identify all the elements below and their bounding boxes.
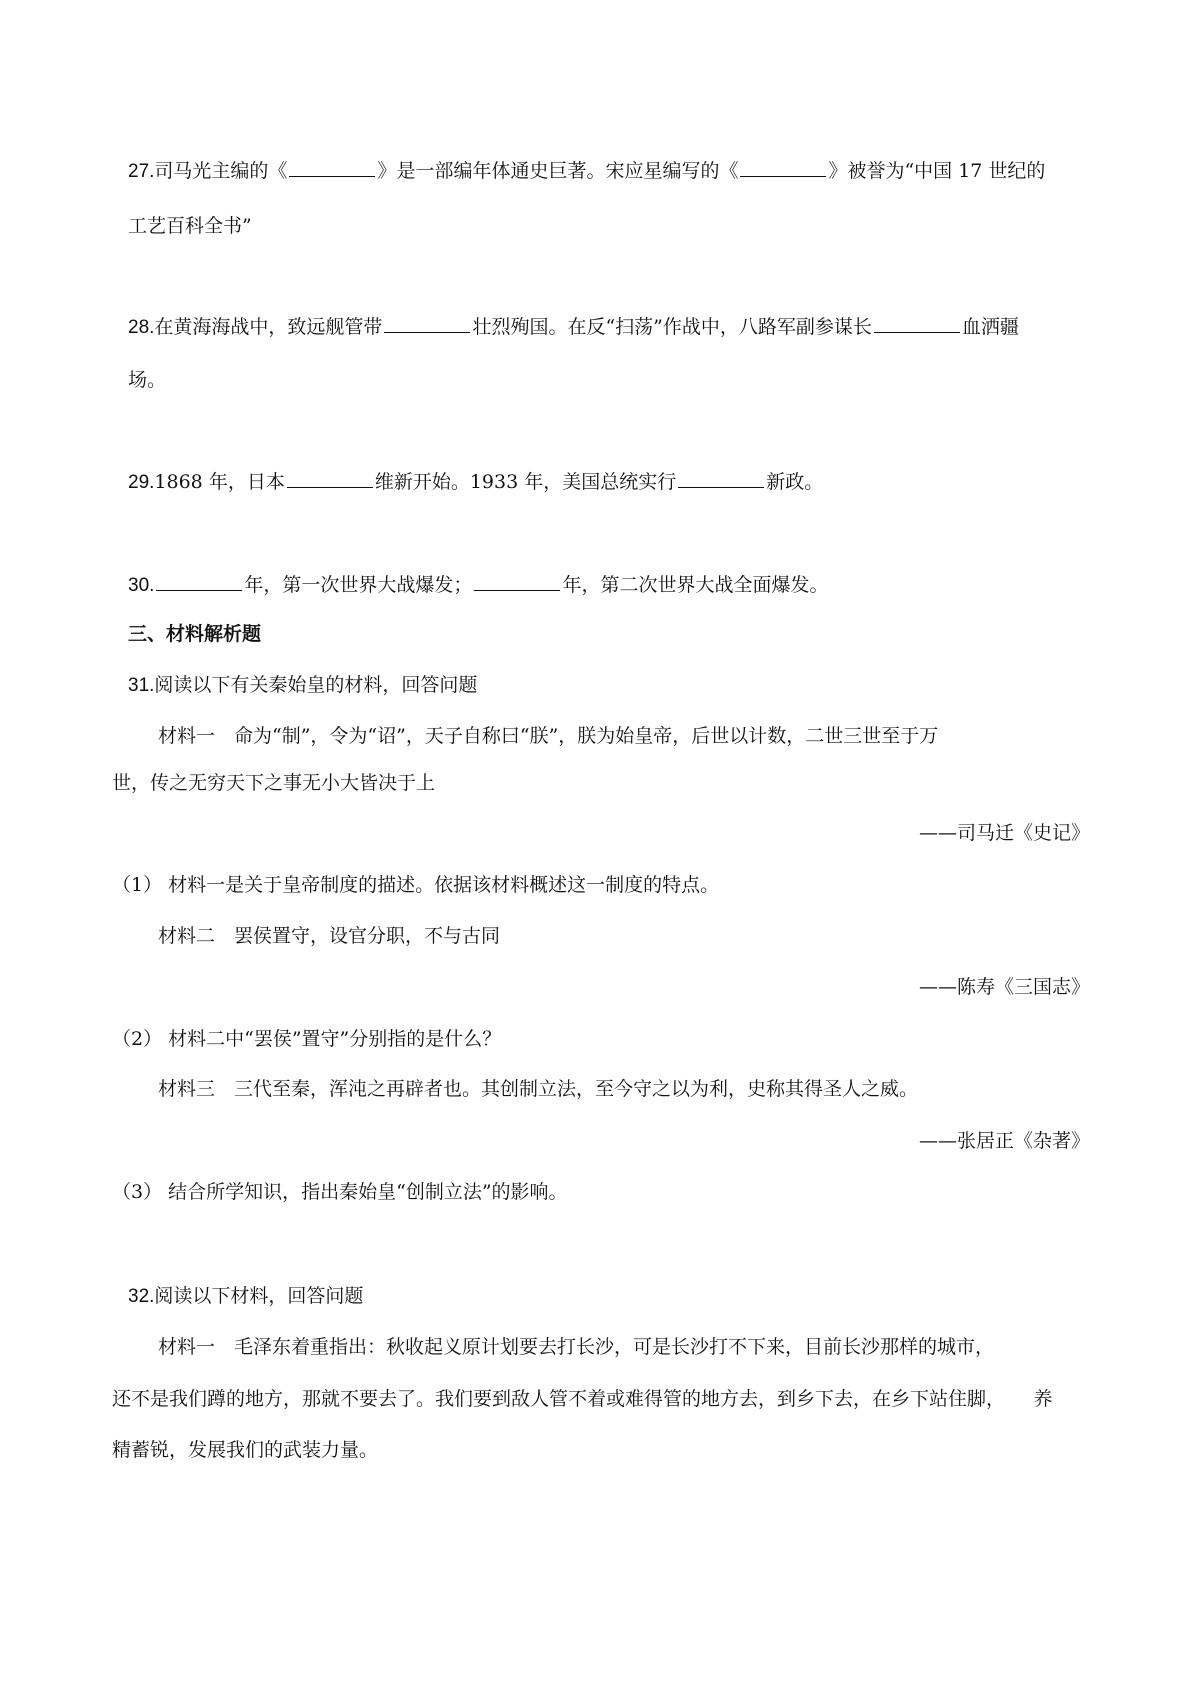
question-29-blank-1 (287, 467, 373, 488)
question-28-blank-2 (874, 312, 960, 333)
question-30-text-a: 年，第一次世界大战爆发； (244, 574, 473, 596)
question-27-line1 (128, 156, 1045, 186)
question-31-number: 31. (128, 675, 155, 696)
question-31-material-1-line2: 世，传之无穷天下之事无小大皆决于上 (112, 772, 436, 794)
question-30-number: 30. (128, 575, 155, 596)
question-29-blank-2 (678, 467, 764, 488)
question-30-line (128, 570, 828, 600)
question-31-intro-line (128, 671, 477, 700)
question-30-text-b: 年，第二次世界大战全面爆发。 (562, 574, 829, 596)
question-31-material-2: 材料二 罢侯置守，设官分职，不与古同 (158, 925, 501, 947)
question-32-intro: 阅读以下材料，回答问题 (154, 1285, 364, 1307)
question-31-material-1-line1: 材料一 命为“制”，令为“诏”，天子自称曰“朕”，朕为始皇帝，后世以计数，二世三世至于万 (158, 725, 939, 747)
question-28-line2: 场。 (128, 369, 167, 391)
question-28-text-a: 在黄海海战中，致远舰管带 (154, 316, 383, 338)
question-32-number: 32. (128, 1286, 155, 1307)
question-31-subquestion-1: （1） 材料一是关于皇帝制度的描述。依据该材料概述这一制度的特点。 (112, 874, 720, 896)
question-31-intro: 阅读以下有关秦始皇的材料，回答问题 (154, 674, 478, 696)
question-28-line1 (128, 312, 1019, 342)
question-27-blank-1 (289, 156, 375, 177)
question-28-text-c: 血洒疆 (961, 316, 1019, 338)
question-29-text-a: 1868 年，日本 (154, 471, 285, 493)
question-28-blank-1 (384, 312, 470, 333)
section-3-heading: 三、材料解析题 (128, 623, 262, 645)
question-32-material-1-line2: 还不是我们蹲的地方，那就不要去了。我们要到敌人管不着或难得管的地方去，到乡下去，在乡下站住脚， 养 (112, 1388, 1053, 1410)
question-27-line2: 工艺百科全书” (128, 215, 252, 237)
question-27-text-a: 司马光主编的《 (154, 160, 288, 182)
question-29-text-c: 新政。 (766, 471, 824, 493)
question-31-subquestion-3: （3） 结合所学知识，指出秦始皇“创制立法”的影响。 (112, 1181, 568, 1203)
question-29-text-b: 维新开始。1933 年，美国总统实行 (374, 471, 677, 493)
question-29-line (128, 467, 823, 497)
question-32-material-1-line1: 材料一 毛泽东着重指出：秋收起义原计划要去打长沙，可是长沙打不下来，目前长沙那样的城市， (158, 1336, 995, 1358)
question-30-blank-1 (156, 570, 242, 591)
question-31-material-2-source: ——陈寿《三国志》 (918, 976, 1090, 998)
question-27-text-c: 》被誉为“中国 17 世纪的 (828, 160, 1046, 182)
question-30-blank-2 (474, 570, 560, 591)
question-31-material-1-source: ——司马迁《史记》 (918, 822, 1090, 844)
question-27-text-b: 》是一部编年体通史巨著。宋应星编写的《 (377, 160, 739, 182)
question-31-material-3: 材料三 三代至秦，浑沌之再辟者也。其创制立法，至今守之以为利，史称其得圣人之威。 (158, 1078, 919, 1100)
question-28-text-b: 壮烈殉国。在反“扫荡”作战中，八路军副参谋长 (472, 316, 872, 338)
question-27-blank-2 (740, 156, 826, 177)
question-31-material-3-source: ——张居正《杂著》 (918, 1130, 1090, 1152)
question-32-material-1-line3: 精蓄锐，发展我们的武装力量。 (112, 1439, 379, 1461)
question-32-intro-line (128, 1282, 363, 1311)
question-27-number: 27. (128, 161, 155, 182)
question-31-subquestion-2: （2） 材料二中“罢侯”置守”分别指的是什么？ (112, 1028, 502, 1050)
question-28-number: 28. (128, 317, 155, 338)
question-29-number: 29. (128, 472, 155, 493)
